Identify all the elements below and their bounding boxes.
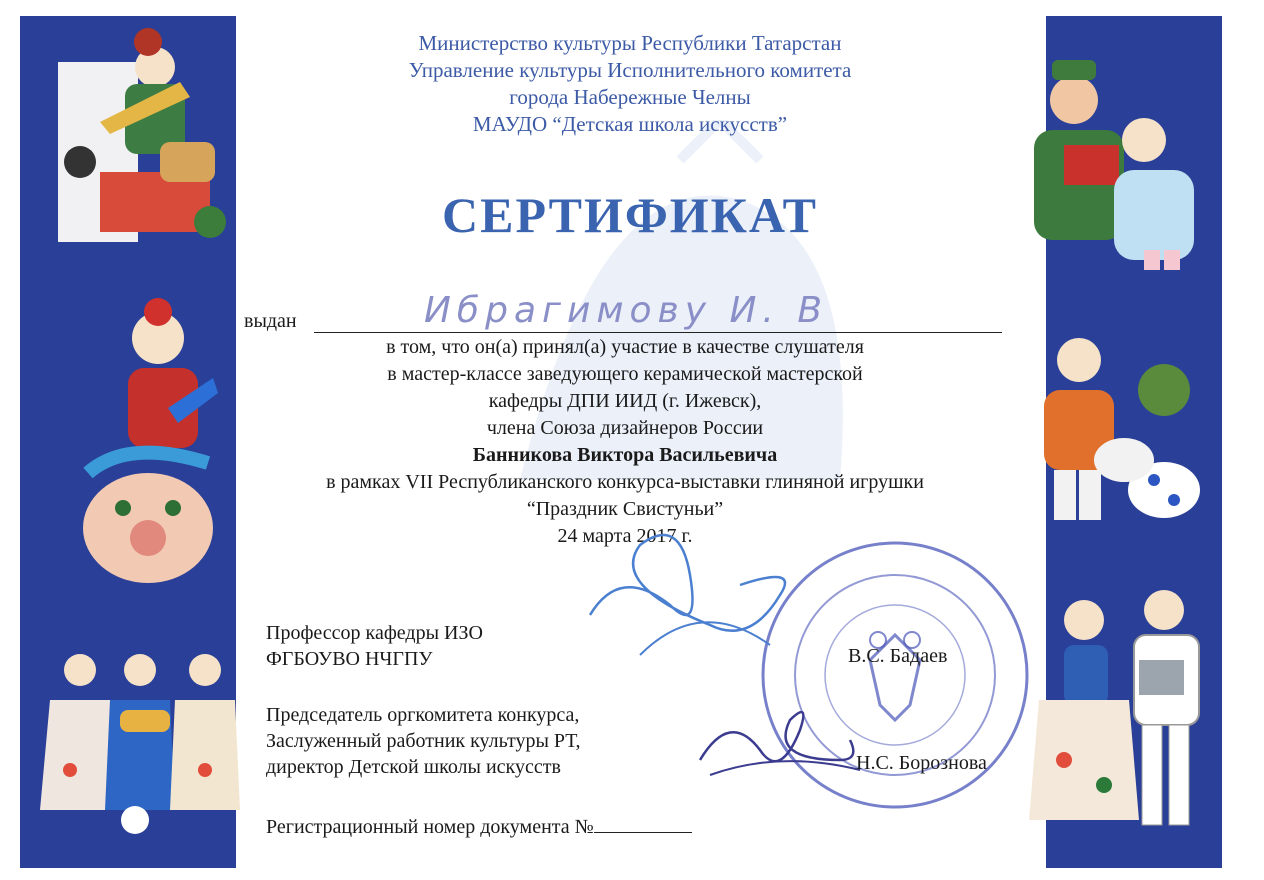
signatory-1-title: Профессор кафедры ИЗО xyxy=(266,622,483,644)
clay-toy-couple-accordion-icon xyxy=(1024,40,1214,280)
signatory-1-position xyxy=(266,620,483,672)
registration-number xyxy=(266,814,692,839)
issued-to-label: выдан xyxy=(244,310,297,332)
registration-label: Регистрационный номер документа № xyxy=(266,816,594,838)
clay-toy-musician-dogs-icon xyxy=(1024,330,1204,540)
registration-blank-line xyxy=(594,814,692,833)
issuer-school: МАУДО “Детская школа искусств” xyxy=(472,112,788,136)
certificate-title: СЕРТИФИКАТ xyxy=(441,187,818,243)
clay-toy-ladies-group-icon xyxy=(40,650,240,840)
signatory-2-honor: Заслуженный работник культуры РТ, xyxy=(266,730,581,752)
clay-toy-pig-rider-icon xyxy=(68,298,218,598)
signatory-2-name: Н.С. Борознова xyxy=(856,752,987,774)
event-name: “Праздник Свистуньи” xyxy=(526,498,724,520)
clay-toy-dancing-couple-icon xyxy=(1024,590,1224,850)
body-line-4: члена Союза дизайнеров России xyxy=(486,417,764,439)
issued-to-row xyxy=(244,290,1004,334)
clay-toy-balalaika-player-icon xyxy=(40,22,230,262)
issuer-city: города Набережные Челны xyxy=(509,85,751,109)
issued-to-underline xyxy=(314,332,1002,333)
master-name: Банникова Виктора Васильевича xyxy=(472,444,778,466)
event-date: 24 марта 2017 г. xyxy=(557,525,693,547)
signatory-2-position xyxy=(266,702,581,780)
issuer-ministry: Министерство культуры Республики Татарстан xyxy=(418,31,842,55)
body-line-3: кафедры ДПИ ИИД (г. Ижевск), xyxy=(488,390,762,412)
body-line-1: в том, что он(а) принял(а) участие в качестве слушателя xyxy=(386,336,864,358)
body-line-6: в рамках VII Республиканского конкурса-выставки глиняной игрушки xyxy=(326,471,924,493)
signature-boroznova-icon xyxy=(690,690,870,790)
signatory-1-name: В.С. Бадаев xyxy=(848,645,948,667)
recipient-name-handwritten: Ибрагимову И. В xyxy=(424,290,829,331)
issuer-header xyxy=(300,30,960,138)
signatory-2-title: Председатель оргкомитета конкурса, xyxy=(266,704,580,726)
signatory-2-role: директор Детской школы искусств xyxy=(266,756,561,778)
signatory-1-org: ФГБОУВО НЧГПУ xyxy=(266,648,433,670)
signature-badaev-icon xyxy=(580,505,810,675)
issuer-department: Управление культуры Исполнительного комитета xyxy=(408,58,852,82)
body-line-2: в мастер-классе заведующего керамической мастерской xyxy=(387,363,863,385)
